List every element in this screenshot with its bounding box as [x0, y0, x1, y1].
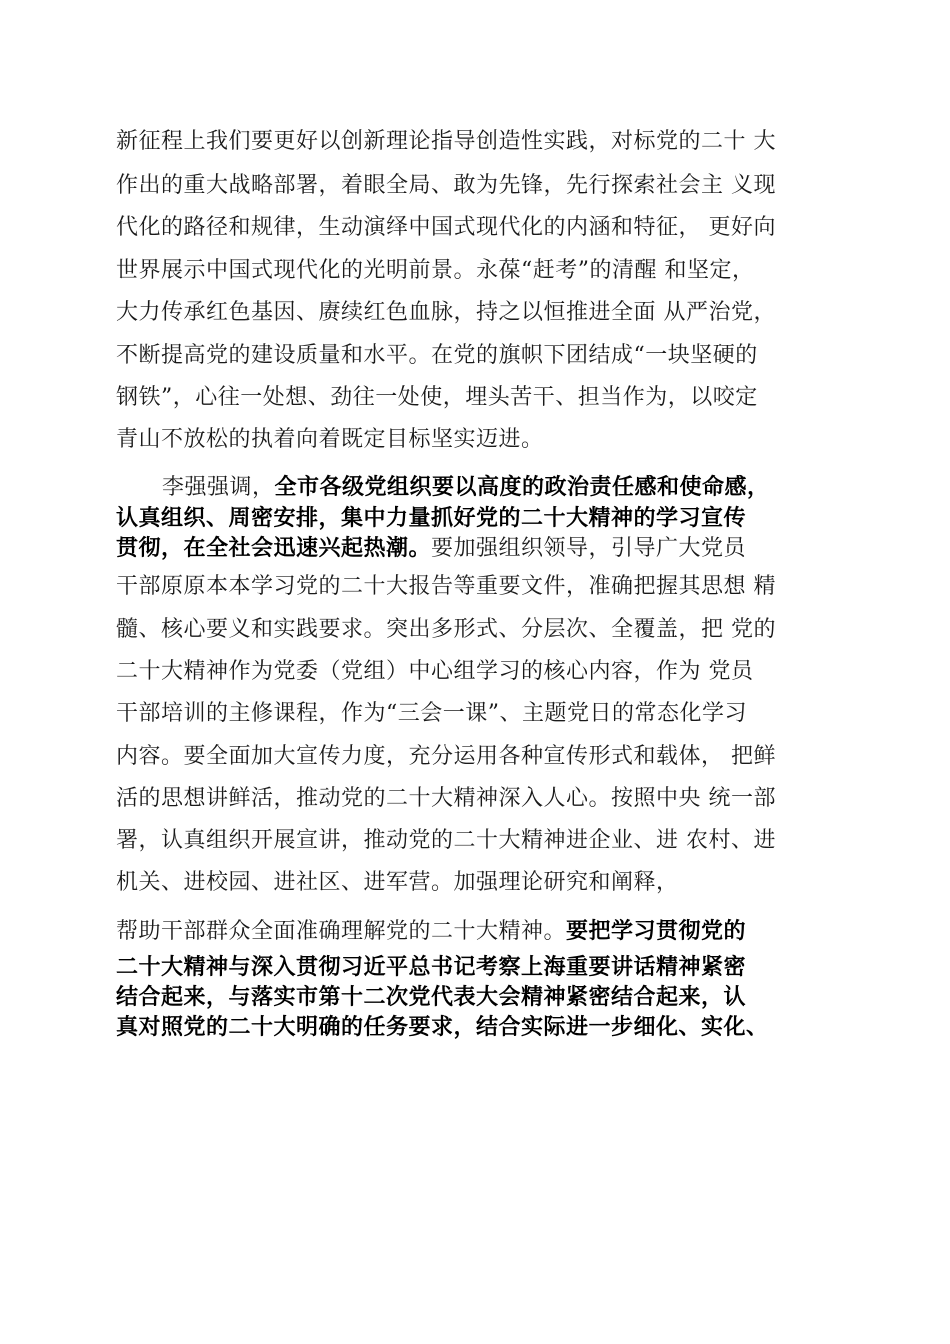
- p2-line-3-rest: 要加强组织领导，引导广大党员: [431, 536, 747, 561]
- p3-bold-3: 结合起来，与落实市第十二次党代表大会精神紧密结合起来，认: [116, 985, 747, 1010]
- p2-line-10: 署，认真组织开展宣讲，推动党的二十大精神进企业、进 农村、进: [116, 828, 776, 853]
- p2-line-4: 干部原原本本学习党的二十大报告等重要文件，准确把握其思想 精: [116, 574, 776, 599]
- p3-bold-2: 二十大精神与深入贯彻习近平总书记考察上海重要讲话精神紧密: [116, 955, 747, 980]
- p1-line-3: 代化的路径和规律，生动演绎中国式现代化的内涵和特征， 更好向: [116, 215, 776, 240]
- p1-line-6: 不断提高党的建设质量和水平。在党的旗帜下团结成“一块坚硬的: [116, 343, 758, 368]
- p2-bold-2: 认真组织、周密安排，集中力量抓好党的二十大精神的学习宣传: [116, 506, 747, 531]
- p3-intro: 帮助干部群众全面准确理解党的二十大精神。: [116, 919, 567, 944]
- p3-bold-1: 要把学习贯彻党的: [566, 919, 747, 944]
- p1-line-2: 作出的重大战略部署，着眼全局、敢为先锋，先行探索社会主 义现: [116, 173, 776, 198]
- p1-line-7: 钢铁”，心往一处想、劲往一处使，埋头苦干、担当作为，以咬定: [116, 385, 758, 410]
- p3-line-1: [116, 918, 746, 946]
- p2-bold-1: 全市各级党组织要以高度的政治责任感和使命感，: [274, 475, 770, 500]
- p2-bold-3: 贯彻，在全社会迅速兴起热潮。: [116, 536, 432, 561]
- p2-line-1: [162, 474, 770, 502]
- p2-line-7: 干部培训的主修课程，作为“三会一课”、主题党日的常态化学习: [116, 701, 747, 726]
- p2-intro: 李强强调，: [162, 475, 275, 500]
- p2-line-5: 髓、核心要义和实践要求。突出多形式、分层次、全覆盖，把 党的: [116, 617, 776, 642]
- p1-line-5: 大力传承红色基因、赓续红色血脉，持之以恒推进全面 从严治党，: [116, 300, 776, 325]
- p2-line-11: 机关、进校园、进社区、进军营。加强理论研究和阐释，: [116, 870, 679, 895]
- p3-bold-4: 真对照党的二十大明确的任务要求，结合实际进一步细化、实化、: [116, 1015, 769, 1040]
- p2-line-9: 活的思想讲鲜活，推动党的二十大精神深入人心。按照中央 统一部: [116, 786, 776, 811]
- p2-line-8: 内容。要全面加大宣传力度，充分运用各种宣传形式和载体， 把鲜: [116, 744, 776, 769]
- p2-line-3: [116, 535, 746, 563]
- p1-line-8: 青山不放松的执着向着既定目标坚实迈进。: [116, 427, 544, 452]
- p1-line-1: 新征程上我们要更好以创新理论指导创造性实践，对标党的二十 大: [116, 129, 776, 154]
- p2-line-6: 二十大精神作为党委（党组）中心组学习的核心内容，作为 党员: [116, 659, 754, 684]
- p1-line-4: 世界展示中国式现代化的光明前景。永葆“赶考”的清醒 和坚定，: [116, 258, 755, 283]
